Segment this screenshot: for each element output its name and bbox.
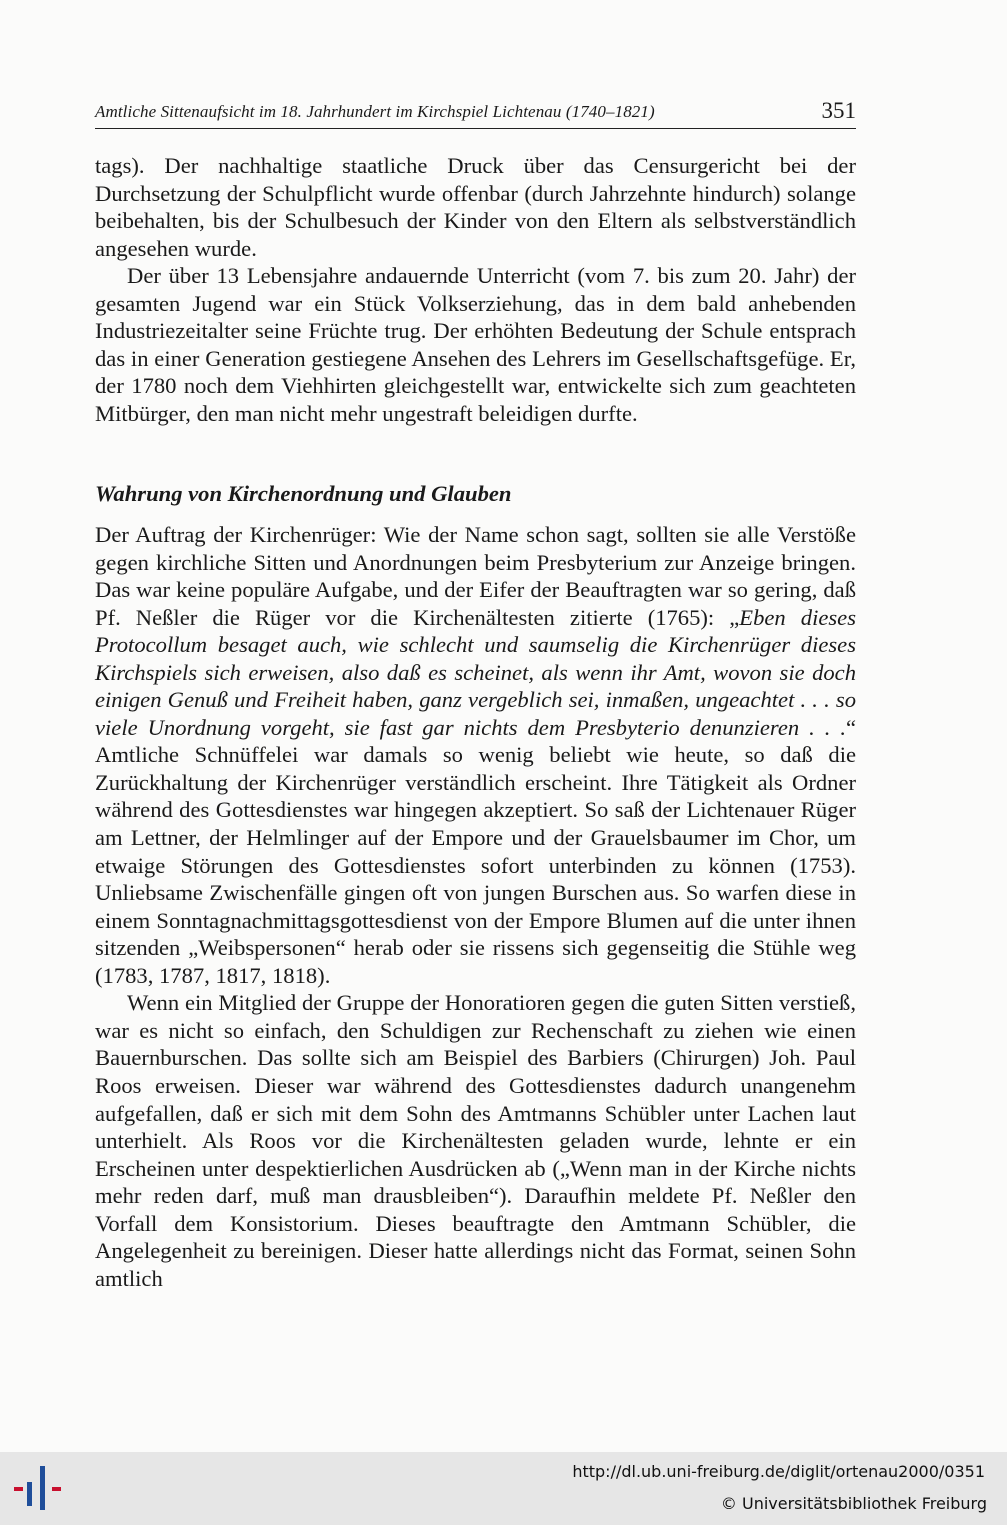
page-number: 351	[821, 98, 856, 123]
body-text	[95, 152, 856, 1292]
paragraph-1: tags). Der nachhaltige staatliche Druck über das Censurgericht bei der Durchsetzung der Schulpflicht wurde offenbar (durch Jahrzehnte hindurch) solange beibehalten, bis der Schulbesuch der Kinder von den Eltern als selbstverständlich angesehen wurde.	[95, 153, 856, 261]
paragraph-4: Wenn ein Mitglied der Gruppe der Honoratioren gegen die guten Sitten verstieß, war es nicht so einfach, den Schuldigen zur Rechenschaft zu ziehen wie einen Bauernburschen. Das sollte sich am Beispiel des Barbiers (Chirurgen) Joh. Paul Roos erweisen. Dieser war während des Gottesdienstes dadurch unangenehm aufgefallen, daß er sich mit dem Sohn des Amtmanns Schübler unter Lachen laut unterhielt. Als Roos vor die Kirchenältesten geladen wurde, lehnte er ein Erscheinen unter despektierlichen Ausdrücken ab („Wenn man in der Kirche nichts mehr reden darf, muß man drausbleiben“). Daraufhin meldete Pf. Neßler den Vorfall dem Konsistorium. Dieses beauftragte den Amtmann Schübler, die Angelegenheit zu bereinigen. Dieser hatte allerdings nicht das Format, seinen Sohn amtlich	[95, 990, 856, 1291]
paragraph-3-end: “ Amtliche Schnüffelei war damals so wenig beliebt wie heute, so daß die Zurückhaltung der Kirchenrüger verständlich erscheint. Ihre Tätigkeit als Ordner während des Gottesdienstes war hingegen akzeptiert. So saß der Lichtenauer Rüger am Lettner, der Helmlinger auf der Empore und der Grauelsbaumer im Chor, um etwaige Störungen des Gottesdienstes sofort unterbinden zu können (1753). Unliebsame Zwischenfälle gingen oft von jungen Burschen aus. So warfen diese in einem Sonntagnachmittagsgottesdienst von der Empore Blumen auf die unter ihnen sitzenden „Weibspersonen“ herab oder sie rissens sich gegenseitig die Stühle weg (1783, 1787, 1817, 1818).	[95, 714, 856, 988]
quotation: Eben dieses Protocollum besaget auch, wie schlecht und saumselig die Kirchenrüger dieses Kirchspiels sich erweisen, also daß es scheinet, als wenn ihr Amt, wovon sie doch einigen Genuß und Freiheit haben, ganz vergeblich sei, inmaßen, ungeachtet . . . so viele Unordnung vorgeht, sie fast gar nichts dem Presbyterio denunzieren . . .	[95, 604, 856, 740]
paragraph-3-start: Der Auftrag der Kirchenrüger: Wie der Name schon sagt, sollten sie alle Verstöße gegen kirchliche Sitten und Anordnungen beim Presbyterium zur Anzeige bringen. Das war keine populäre Aufgabe, und der Eifer der Beauftragten war so gering, daß Pf. Neßler die Rüger vor die Kirchenältesten zitierte (1765): „	[95, 522, 856, 630]
paragraph-3	[95, 521, 856, 989]
footer-url-link[interactable]: http://dl.ub.uni-freiburg.de/diglit/ortenau2000/0351	[572, 1462, 985, 1481]
ub-freiburg-logo-icon	[12, 1464, 66, 1514]
paragraph-2: Der über 13 Lebensjahre andauernde Unterricht (vom 7. bis zum 20. Jahr) der gesamten Jugend war ein Stück Volkserziehung, das in dem bald anhebenden Industriezeitalter seine Früchte trug. Der erhöhten Bedeutung der Schule entsprach das in einer Generation gestiegene Ansehen des Lehrers im Gesellschaftsgefüge. Er, der 1780 noch dem Viehhirten gleichgestellt war, entwickelte sich zum geachteten Mitbürger, den man nicht mehr ungestraft beleidigen durfte.	[95, 263, 856, 426]
footer-copyright: © Universitätsbibliothek Freiburg	[720, 1494, 987, 1513]
section-heading: Wahrung von Kirchenordnung und Glauben	[95, 481, 512, 507]
footer-bar	[0, 1452, 1007, 1525]
running-title: Amtliche Sittenaufsicht im 18. Jahrhundert im Kirchspiel Lichtenau (1740–1821)	[95, 102, 655, 121]
running-head	[95, 98, 856, 129]
